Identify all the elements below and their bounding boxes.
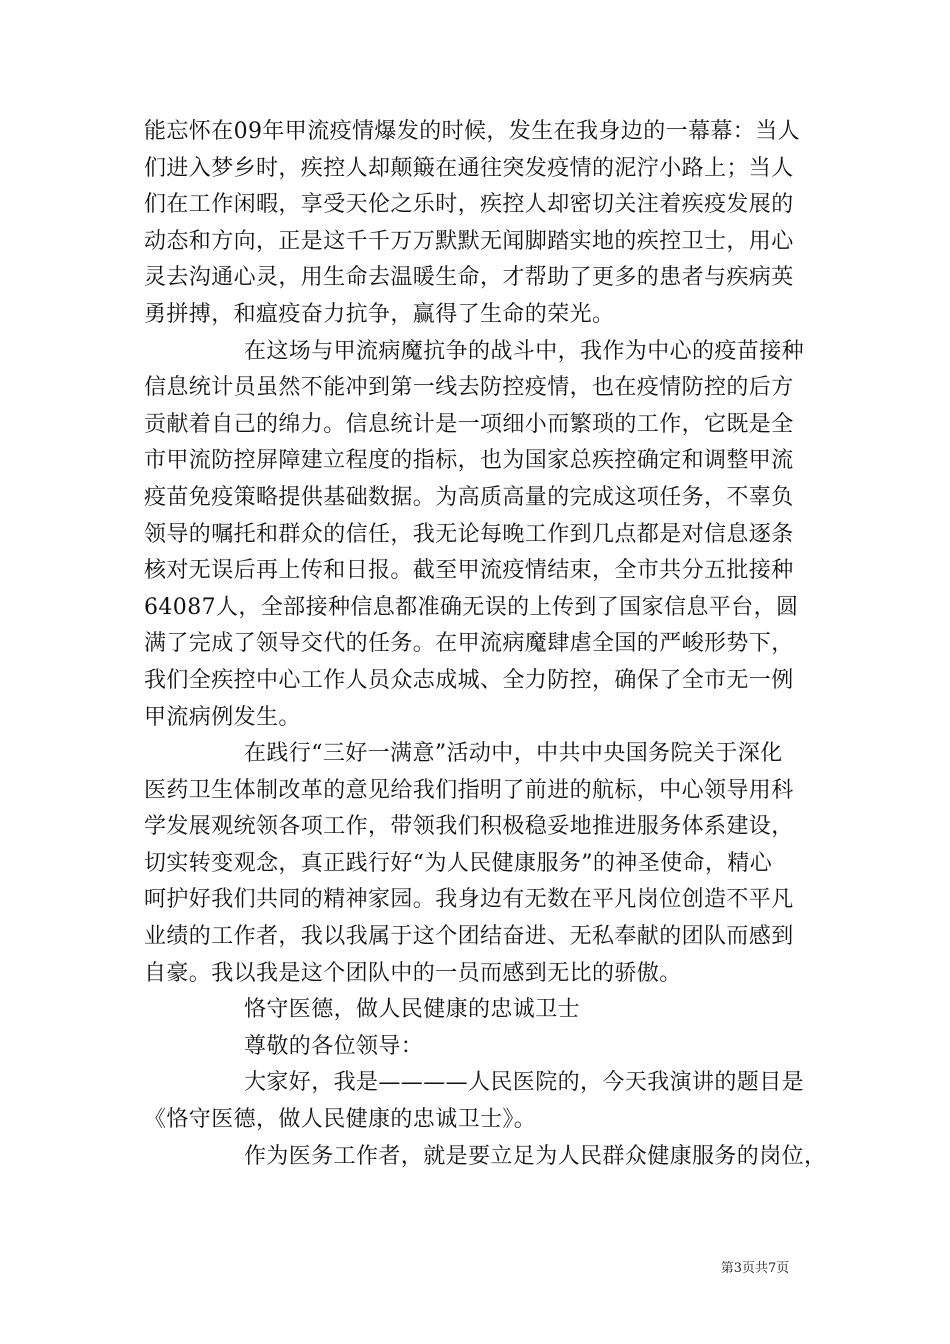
text-line: 我们全疾控中心工作人员众志成城、全力防控，确保了全市无一例 — [144, 667, 794, 693]
text-line: 呵护好我们共同的精神家园。我身边有无数在平凡岗位创造不平凡 — [144, 887, 794, 913]
text-line: 能忘怀在09年甲流疫情爆发的时候，发生在我身边的一幕幕：当人 — [144, 119, 800, 144]
document-body — [144, 114, 827, 1175]
text-line: 切实转变观念，真正践行好“为人民健康服务”的神圣使命，精心 — [144, 850, 773, 876]
text-line: 在这场与甲流病魔抗争的战斗中，我作为中心的疫苗接种 — [244, 338, 805, 364]
text-line: 疫苗免疫策略提供基础数据。为高质高量的完成这项任务，不辜负 — [144, 484, 794, 510]
text-line: 核对无误后再上传和日报。截至甲流疫情结束，全市共分五批接种 — [144, 558, 794, 584]
text-line: 《恪守医德，做人民健康的忠诚卫士》。 — [144, 1107, 537, 1133]
text-line: 甲流病例发生。 — [144, 704, 301, 730]
text-line: 学发展观统领各项工作，带领我们积极稳妥地推进服务体系建设， — [144, 814, 794, 840]
text-line: 市甲流防控屏障建立程度的指标，也为国家总疾控确定和调整甲流 — [144, 448, 794, 474]
speech-title: 恪守医德，做人民健康的忠诚卫士 — [244, 997, 581, 1023]
text-line: 动态和方向，正是这千千万万默默无闻脚踏实地的疾控卫士，用心 — [144, 228, 794, 254]
text-line: 在践行“三好一满意”活动中，中共中央国务院关于深化 — [244, 741, 783, 767]
text-line: 医药卫生体制改革的意见给我们指明了前进的航标，中心领导用科 — [144, 777, 794, 803]
text-line: 勇拼搏，和瘟疫奋力抗争，赢得了生命的荣光。 — [144, 301, 615, 327]
text-line: 们进入梦乡时，疾控人却颠簸在通往突发疫情的泥泞小路上；当人 — [144, 155, 794, 181]
text-line: 自豪。我以我是这个团队中的一员而感到无比的骄傲。 — [144, 960, 682, 986]
text-line: 灵去沟通心灵，用生命去温暖生命，才帮助了更多的患者与疾病英 — [144, 265, 794, 291]
text-line: 业绩的工作者，我以我属于这个团结奋进、无私奉献的团队而感到 — [144, 924, 794, 950]
text-line: 们在工作闲暇，享受天伦之乐时，疾控人却密切关注着疾疫发展的 — [144, 192, 794, 218]
text-line: 大家好，我是————人民医院的，今天我演讲的题目是 — [244, 1070, 805, 1096]
salutation: 尊敬的各位领导： — [244, 1033, 424, 1059]
text-line: 贡献着自己的绵力。信息统计是一项细小而繁琐的工作，它既是全 — [144, 411, 794, 437]
text-line: 领导的嘱托和群众的信任，我无论每晚工作到几点都是对信息逐条 — [144, 521, 794, 547]
text-line: 满了完成了领导交代的任务。在甲流病魔肆虐全国的严峻形势下， — [144, 631, 794, 657]
text-line: 作为医务工作者，就是要立足为人民群众健康服务的岗位， — [244, 1143, 827, 1169]
text-line: 64087人，全部接种信息都准确无误的上传到了国家信息平台，圆 — [144, 594, 799, 620]
page-number: 第3页共7页 — [720, 1261, 790, 1276]
text-line: 信息统计员虽然不能冲到第一线去防控疫情，也在疫情防控的后方 — [144, 375, 794, 401]
